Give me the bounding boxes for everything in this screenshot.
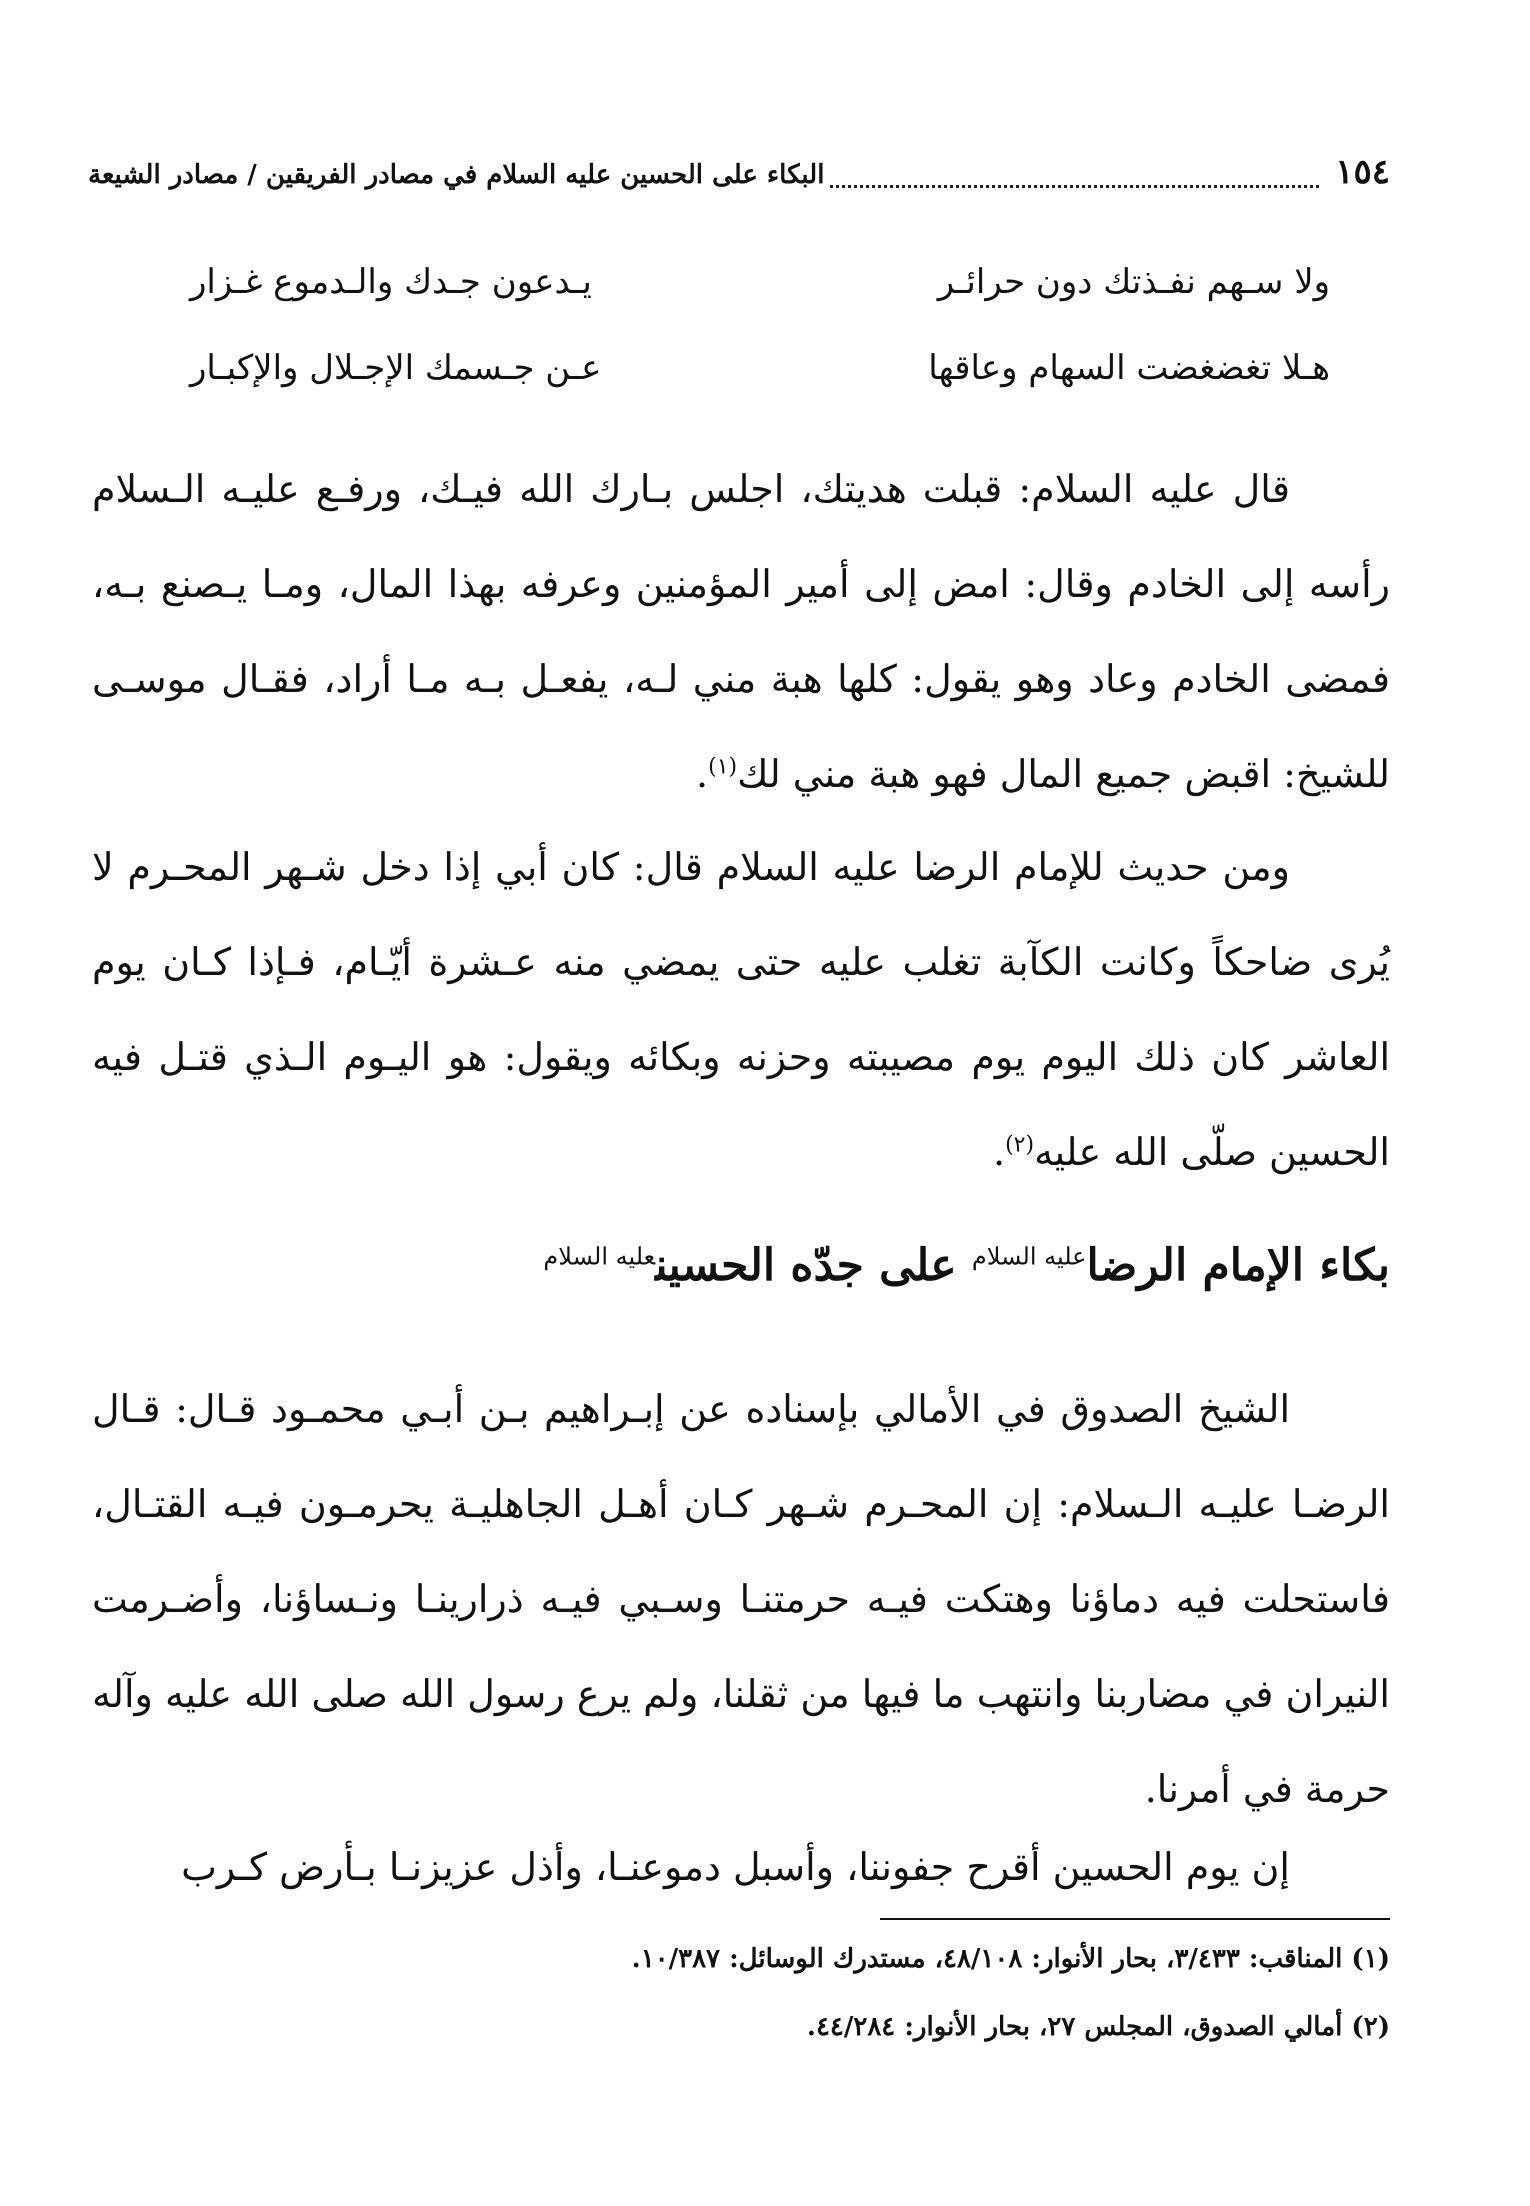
paragraph-1: قال عليه السلام: قبلت هديتك، اجلس بـارك الله فيـك، ورفـع عليـه الـسلام رأسه إلى الخادم وقال: امض إلى أمير المؤمنين وعرفه بهذا المال، ومـا يـصنع بـه، فمضى الخادم وعاد وهو يقول: كلها هبة مني لـه، يفعـل بـه مـا أراد، فقـال موسـى للشيخ: اقبض جميع المال فهو هبة مني لك$^{(١)}$. [92, 467, 1390, 796]
footnote-ref-1: (١) [708, 754, 738, 780]
running-title: البكاء على الحسين عليه السلام في مصادر الفريقين / مصادر الشيعة [88, 160, 825, 190]
paragraph-2: ومن حديث للإمام الرضا عليه السلام قال: كان أبي إذا دخل شـهر المحـرم لا يُرى ضاحكاً وكانت الكآبة تغلب عليه حتى يمضي منه عـشرة أيّـام، فـإذا كـان يوم العاشر كان ذلك اليوم يوم مصيبته وحزنه وبكائه ويقول: هو اليـوم الـذي قتـل فيه الحسين صلّى الله عليه$^{(٢)}$. [92, 845, 1390, 1174]
poem-hemistich-right: هـلا تغضغضت السهام وعاقها [928, 348, 1330, 388]
footnote-separator [880, 1918, 1390, 1920]
running-header [88, 152, 1390, 202]
poem-verse-1 [190, 262, 1330, 322]
honorific-mark: عليه السلام [543, 1242, 656, 1271]
poem-hemistich-left: يـدعون جـدك والـدموع غـزار [190, 262, 592, 302]
page-number: ١٥٤ [1335, 152, 1390, 192]
paragraph-3-text: الشيخ الصدوق في الأمالي بإسناده عن إبـراهيم بـن أبـي محمـود قـال: قـال الرضـا عليـه الـسلام: إن المحـرم شـهر كـان أهـل الجاهليـة يحرمـون فيـه القتـال، فاستحلت فيه دماؤنا وهتكت فيـه حرمتنـا وسـبي فيـه ذرارينـا ونـساؤنا، وأضـرمت النيران في مضاربنا وانتهب ما فيها من ثقلنا، ولم يرع رسول الله صلى الله عليه وآله حرمة في أمرنا. [92, 1387, 1390, 1811]
paragraph-2-text: ومن حديث للإمام الرضا عليه السلام قال: كان أبي إذا دخل شـهر المحـرم لا يُرى ضاحكاً وكانت الكآبة تغلب عليه حتى يمضي منه عـشرة أيّـام، فـإذا كـان يوم العاشر كان ذلك اليوم يوم مصيبته وحزنه وبكائه ويقول: هو اليـوم الـذي قتـل فيه الحسين صلّى الله عليه [92, 845, 1390, 1174]
poem-hemistich-left: عـن جـسمك الإجـلال والإكبـار [190, 348, 602, 388]
heading-part-2: على جدّه الحسين [655, 1240, 957, 1291]
paragraph-1-text: قال عليه السلام: قبلت هديتك، اجلس بـارك الله فيـك، ورفـع عليـه الـسلام رأسه إلى الخادم وقال: امض إلى أمير المؤمنين وعرفه بهذا المال، ومـا يـصنع بـه، فمضى الخادم وعاد وهو يقول: كلها هبة مني لـه، يفعـل بـه مـا أراد، فقـال موسـى للشيخ: اقبض جميع المال فهو هبة مني لك [92, 467, 1390, 796]
honorific-mark: عليه السلام [971, 1242, 1087, 1271]
paragraph-4 [92, 1820, 1390, 1915]
heading-part-1: بكاء الإمام الرضا [1086, 1240, 1390, 1291]
header-dot-leader [830, 167, 1319, 188]
section-heading [92, 1240, 1390, 1291]
paragraph-4-text: إن يوم الحسين أقرح جفوننا، وأسبل دموعنـا، وأذل عزيزنـا بـأرض كـرب [181, 1845, 1290, 1889]
footnote-2: (٢) أمالي الصدوق، المجلس ٢٧، بحار الأنوار: ٤٤/٢٨٤. [806, 2012, 1390, 2042]
poem-hemistich-right: ولا سـهم نفـذتك دون حرائـر [937, 262, 1330, 302]
footnote-1: (١) المناقب: ٣/٤٣٣، بحار الأنوار: ٤٨/١٠٨، مستدرك الوسائل: ١٠/٣٨٧. [631, 1944, 1390, 1974]
footnote-ref-2: (٢) [1005, 1132, 1035, 1158]
poem-verse-2 [190, 348, 1330, 408]
paragraph-3 [92, 1362, 1390, 1837]
